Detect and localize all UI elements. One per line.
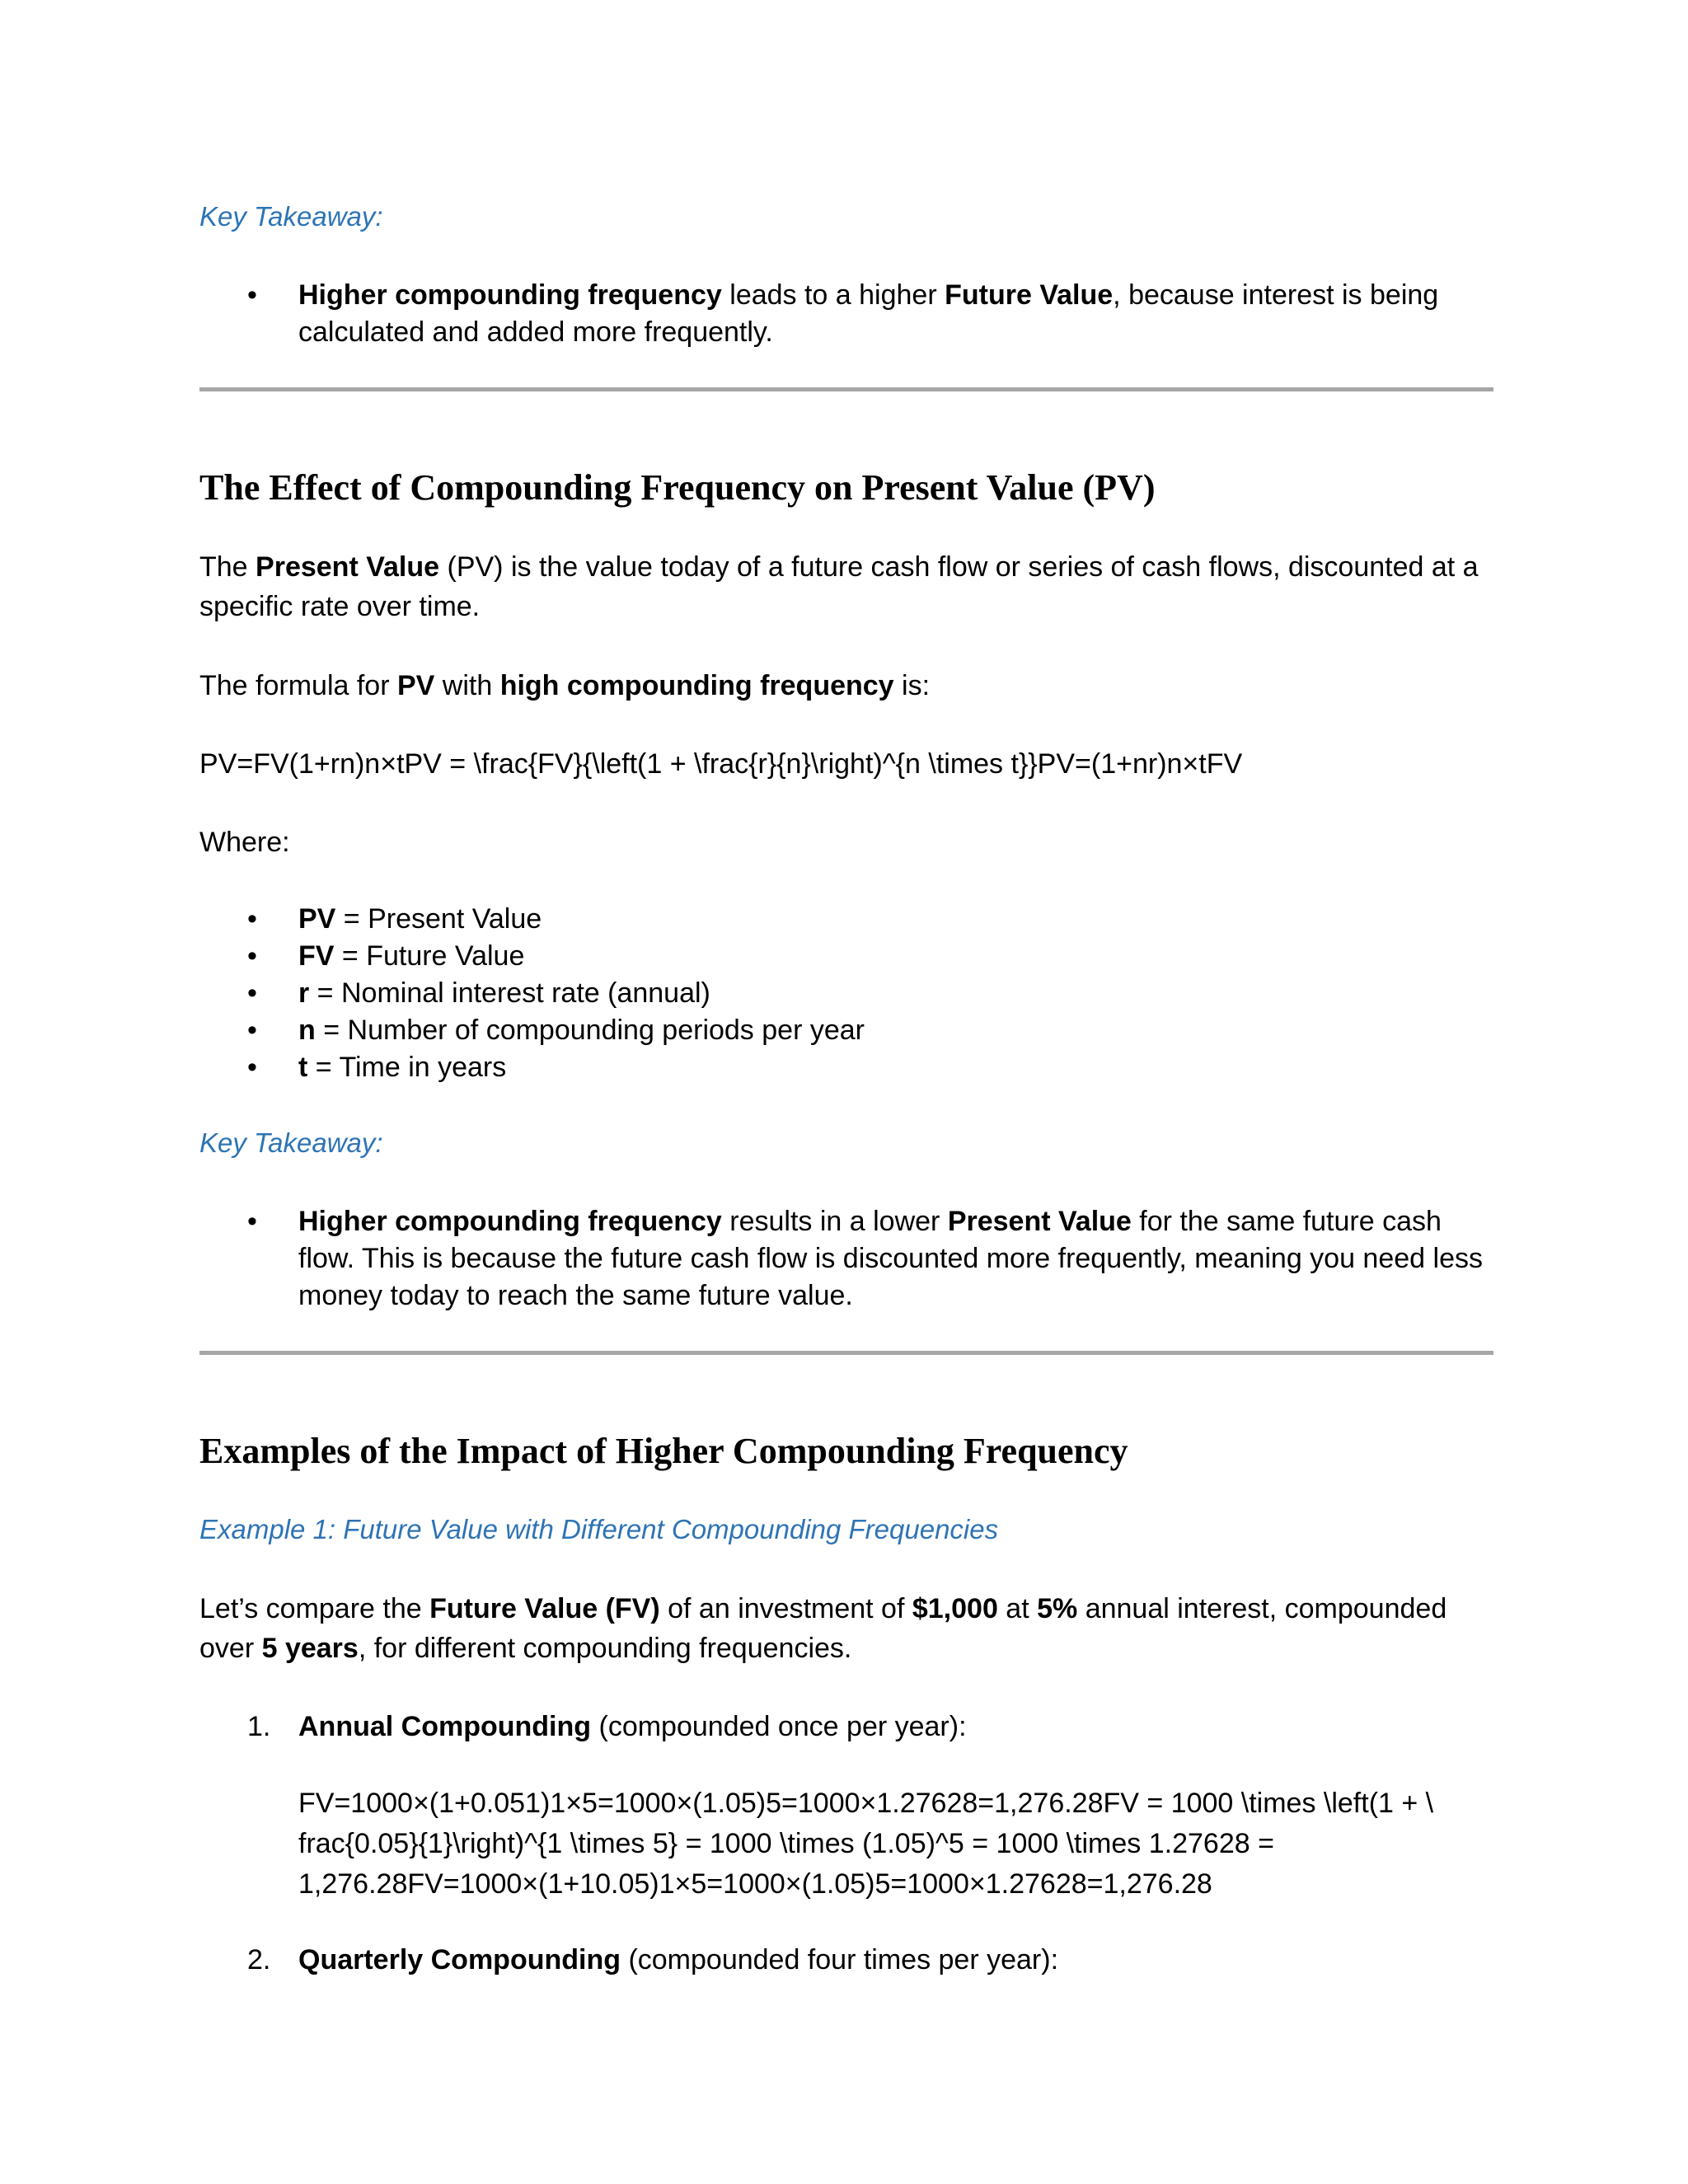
- definitions-list: [199, 901, 1493, 1086]
- formula-line: 1,276.28FV=1000×(1+10.05)1×5=1000×(1.05)5=1000×1.27628=1,276.28: [298, 1868, 1212, 1900]
- formula-line: FV=1000×(1+0.051)1×5=1000×(1.05)5=1000×1.27628=1,276.28FV = 1000 \times \left(1 + \: [298, 1788, 1434, 1819]
- list-number: 1.: [247, 1711, 271, 1742]
- annual-formula-block: [199, 1783, 1493, 1905]
- bold-term: Present Value: [947, 1206, 1132, 1237]
- key-takeaway-list: [199, 277, 1493, 351]
- examples-intro-paragraph: Let’s compare the Future Value (FV) of an investment of $1,000 at 5% annual interest, compounded over 5 years, for different compounding frequencies.: [199, 1593, 1447, 1664]
- section-heading-pv: The Effect of Compounding Frequency on Present Value (PV): [199, 467, 1156, 508]
- steps-list: [199, 1707, 1493, 1746]
- body-text: , because interest is being calculated and added more frequently.: [298, 279, 1439, 348]
- bullet-icon: •: [247, 903, 257, 935]
- bullet-icon: •: [247, 1206, 257, 1237]
- bold-term: Present Value: [256, 551, 440, 583]
- bullet-icon: •: [247, 940, 257, 972]
- key-takeaway-caption: Key Takeaway:: [199, 201, 383, 232]
- example-caption: Example 1: Future Value with Different Compounding Frequencies: [199, 1514, 999, 1544]
- section-divider: [199, 1351, 1493, 1355]
- bold-term: high compounding frequency: [499, 670, 894, 701]
- bold-term: Higher compounding frequency: [298, 1206, 722, 1237]
- list-number: 2.: [247, 1944, 271, 1975]
- formula-line: frac{0.05}{1}\right)^{1 \times 5} = 1000 \times (1.05)^5 = 1000 \times 1.27628 =: [298, 1828, 1274, 1859]
- body-text: leads to a higher: [721, 279, 945, 311]
- bold-term: Future Value: [945, 279, 1114, 311]
- list-item: 1. Annual Compounding (compounded once per year):: [199, 1707, 1493, 1746]
- section-divider: [199, 387, 1493, 391]
- list-item: • t = Time in years: [199, 1049, 1493, 1086]
- bullet-icon: •: [247, 977, 257, 1009]
- list-item: [199, 277, 1493, 351]
- pv-intro-paragraph: The Present Value (PV) is the value today of a future cash flow or series of cash flows, discounted at a specific rate over time.: [199, 551, 1479, 622]
- section-heading-examples: Examples of the Impact of Higher Compounding Frequency: [199, 1431, 1128, 1471]
- bullet-icon: •: [247, 279, 257, 311]
- list-item: • FV = Future Value: [199, 938, 1493, 975]
- key-takeaway-list: [199, 1203, 1493, 1315]
- bullet-icon: •: [247, 1015, 257, 1046]
- where-label: Where:: [199, 827, 290, 858]
- bold-term: PV: [396, 670, 435, 701]
- list-item: • n = Number of compounding periods per year: [199, 1012, 1493, 1049]
- formula-intro-paragraph: The formula for PV with high compounding frequency is:: [199, 670, 931, 701]
- key-takeaway-caption: Key Takeaway:: [199, 1127, 383, 1158]
- list-item: 2. Quarterly Compounding (compounded four times per year):: [199, 1940, 1493, 1980]
- steps-list: [199, 1940, 1493, 1980]
- list-item: • PV = Present Value: [199, 901, 1493, 938]
- bullet-icon: •: [247, 1052, 257, 1083]
- pv-formula: PV=FV(1+rn)n×tPV = \frac{FV}{\left(1 + \frac{r}{n}\right)^{n \times t}}PV=(1+nr)n×tFV: [199, 748, 1243, 780]
- list-item: • Higher compounding frequency results in a lower Present Value for the same future cash flow. This is because the future cash flow is discounted more frequently, meaning you need less money today to reach the same future value.: [199, 1203, 1493, 1315]
- list-item: • r = Nominal interest rate (annual): [199, 975, 1493, 1012]
- bold-term: Higher compounding frequency: [298, 279, 722, 311]
